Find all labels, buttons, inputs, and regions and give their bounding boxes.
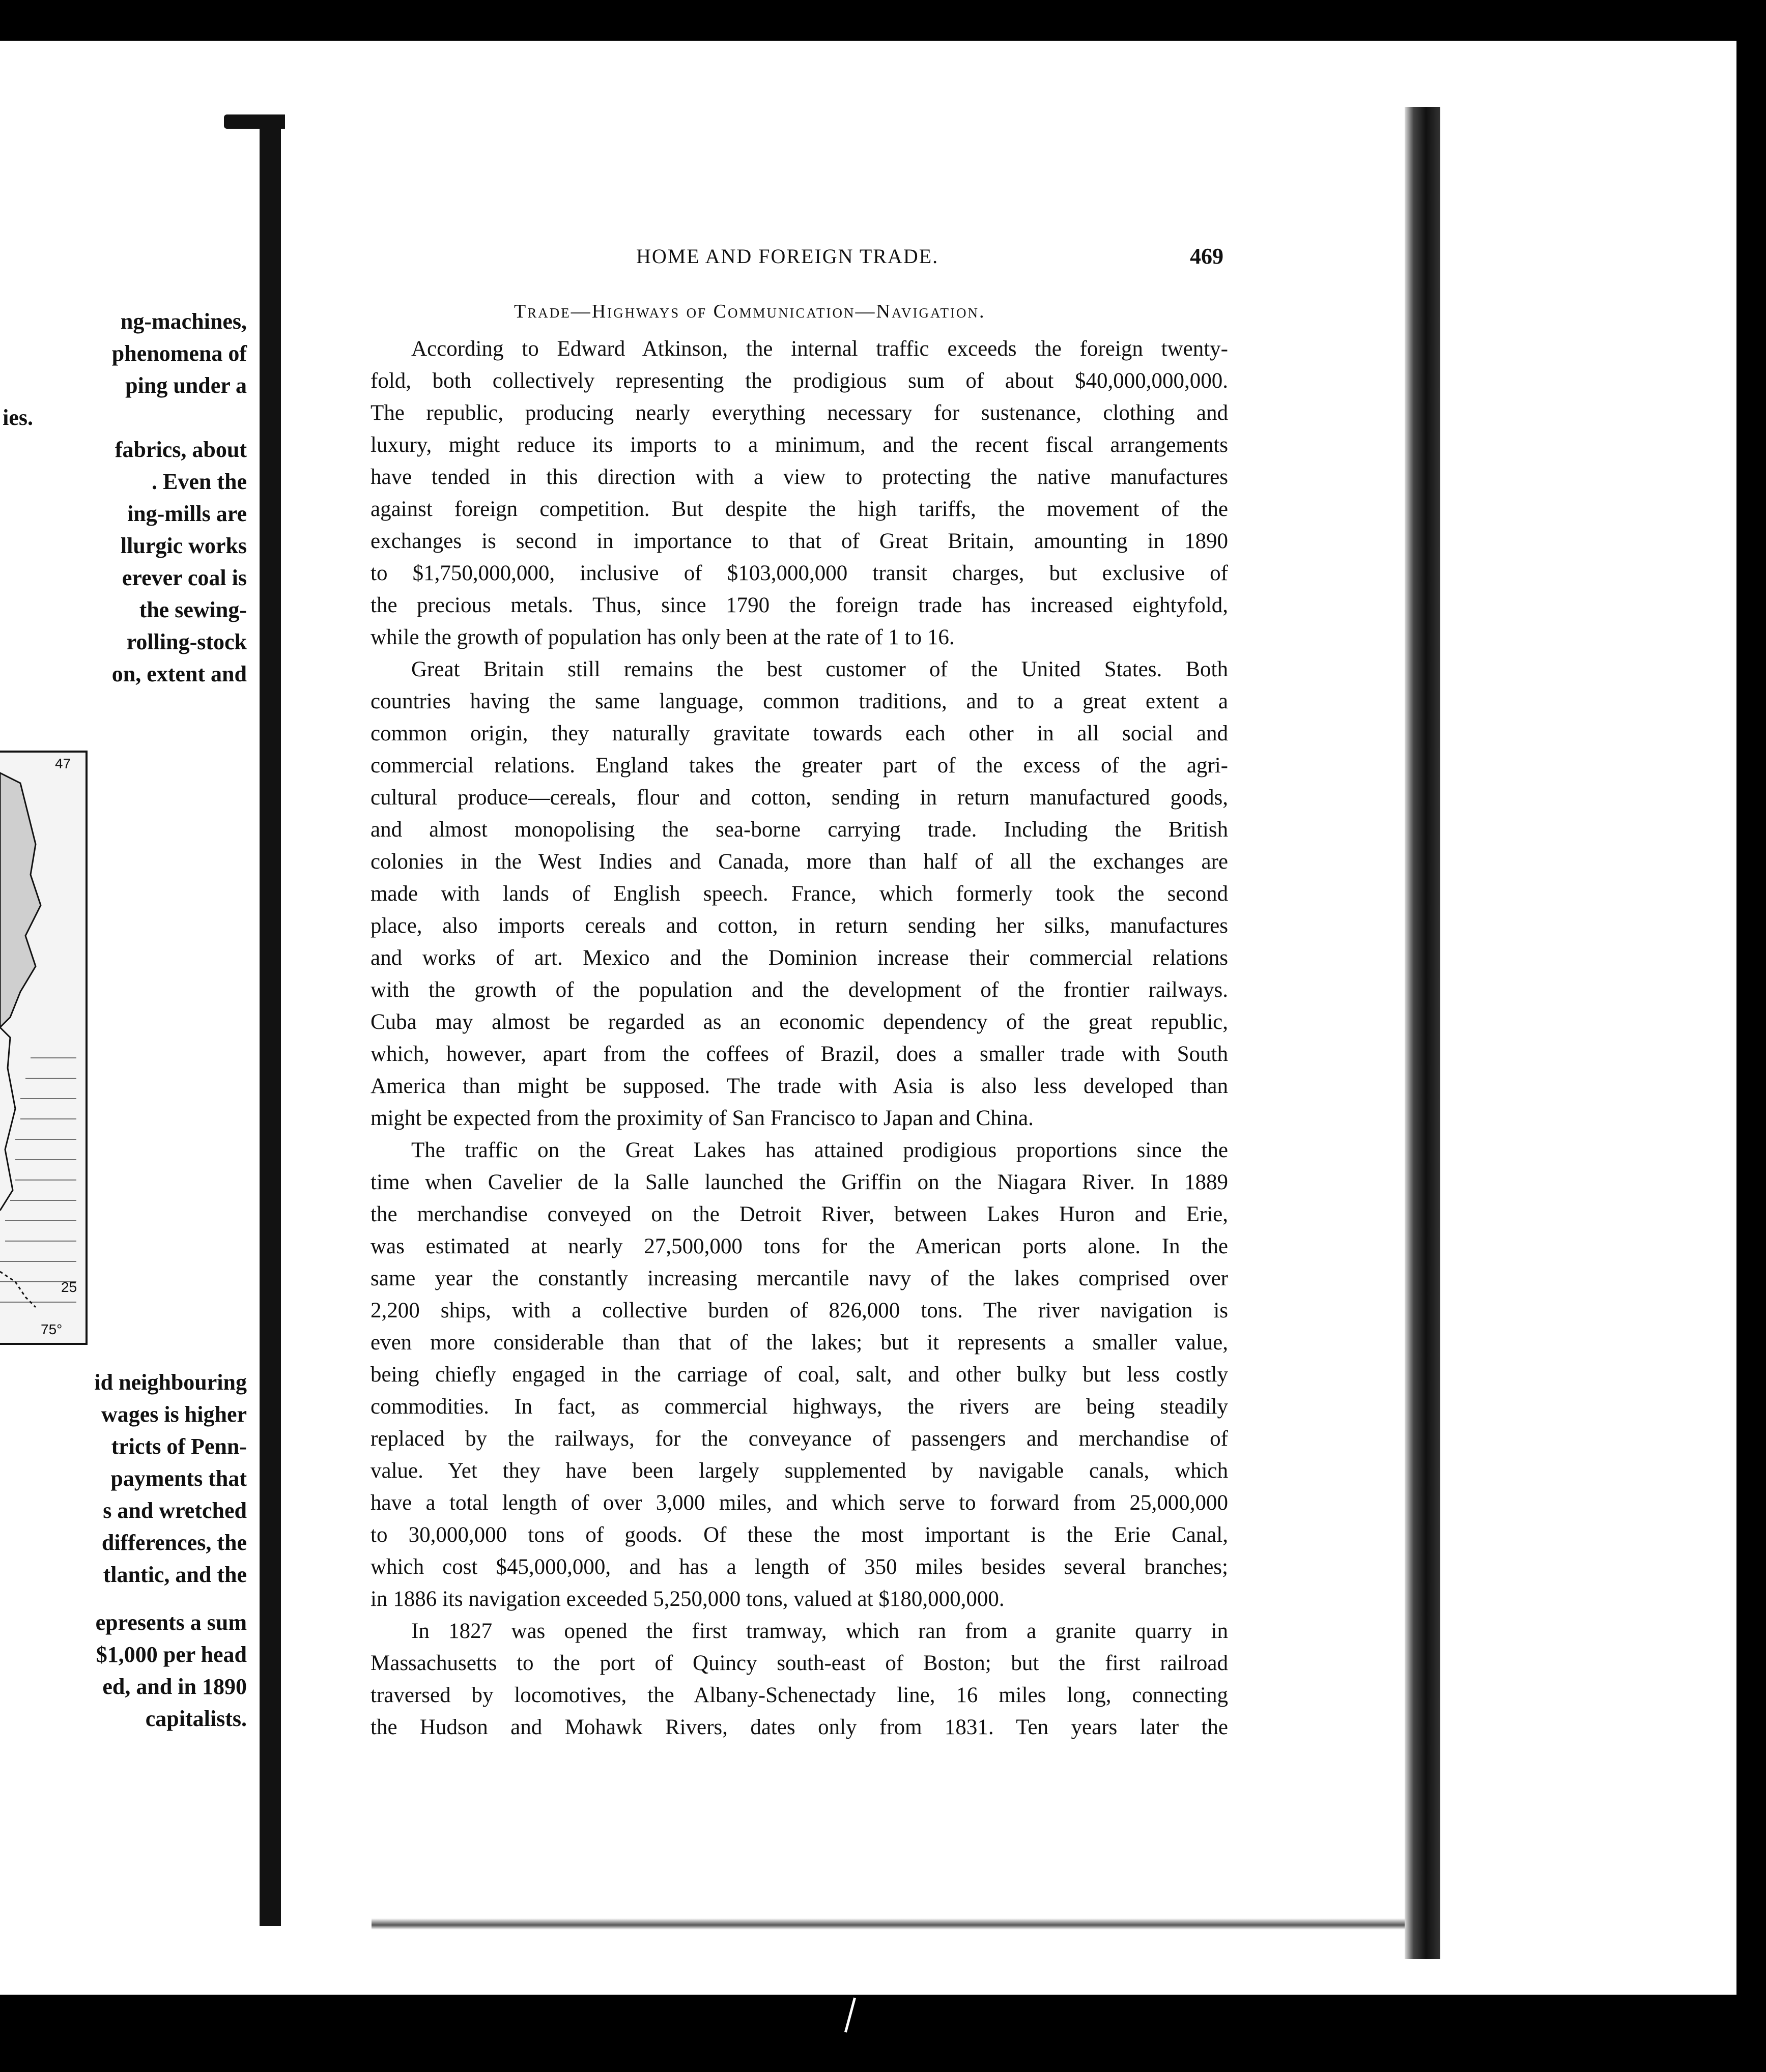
body-line: to 30,000,000 tons of goods. Of these the most important is the Erie Canal, — [371, 1523, 1228, 1547]
body-line: fold, both collectively representing the prodigious sum of about $40,000,000,000. — [371, 369, 1228, 393]
left-page-line: on, extent and — [111, 661, 247, 686]
body-line: According to Edward Atkinson, the internal traffic exceeds the foreign twenty- — [411, 337, 1228, 361]
body-line: same year the constantly increasing mercantile navy of the lakes comprised over — [371, 1267, 1228, 1290]
body-line: replaced by the railways, for the conveyance of passengers and merchandise of — [371, 1427, 1228, 1451]
body-line: which cost $45,000,000, and has a length of 350 miles besides several branches; — [371, 1555, 1228, 1579]
left-page-line: ies. — [3, 405, 33, 430]
body-line: cultural produce—cereals, flour and cotton, sending in return manufactured goods, — [371, 786, 1228, 810]
body-line: In 1827 was opened the first tramway, which ran from a granite quarry in — [411, 1619, 1228, 1643]
body-line: which, however, apart from the coffees of Brazil, does a smaller trade with South — [371, 1042, 1228, 1066]
left-page-line: s and wretched — [103, 1498, 247, 1523]
left-page-line: differences, the — [101, 1530, 247, 1555]
left-page-line: ping under a — [125, 373, 247, 398]
body-line: The traffic on the Great Lakes has attained prodigious proportions since the — [411, 1138, 1228, 1162]
body-line: in 1886 its navigation exceeded 5,250,000 tons, valued at $180,000,000. — [371, 1587, 1005, 1611]
body-line: place, also imports cereals and cotton, in return sending her silks, manufactures — [371, 914, 1228, 938]
body-line: exchanges is second in importance to that of Great Britain, amounting in 1890 — [371, 529, 1228, 553]
body-line: being chiefly engaged in the carriage of coal, salt, and other bulky but less costly — [371, 1363, 1228, 1387]
left-page-line: ing-mills are — [127, 501, 247, 526]
body-line: common origin, they naturally gravitate towards each other in all social and — [371, 722, 1228, 745]
left-page-map — [0, 751, 88, 1345]
body-line: the Hudson and Mohawk Rivers, dates only from 1831. Ten years later the — [371, 1715, 1228, 1739]
body-line: Massachusetts to the port of Quincy south-east of Boston; but the first railroad — [371, 1651, 1228, 1675]
body-line: was estimated at nearly 27,500,000 tons for the American ports alone. In the — [371, 1234, 1228, 1258]
left-page-line: capitalists. — [145, 1706, 247, 1731]
body-line: the precious metals. Thus, since 1790 the foreign trade has increased eightyfold, — [371, 593, 1228, 617]
body-line: commodities. In fact, as commercial highways, the rivers are being steadily — [371, 1395, 1228, 1419]
book-spine — [260, 114, 281, 1926]
page-bottom-edge — [372, 1918, 1405, 1930]
body-line: made with lands of English speech. France, which formerly took the second — [371, 882, 1228, 906]
body-line: Great Britain still remains the best customer of the United States. Both — [411, 657, 1228, 681]
left-page-line: . Even the — [152, 469, 247, 494]
left-page-line: erever coal is — [122, 565, 247, 590]
left-page-line: $1,000 per head — [96, 1642, 247, 1667]
page-edge-shadow — [1405, 107, 1440, 1959]
body-line: colonies in the West Indies and Canada, more than half of all the exchanges are — [371, 850, 1228, 874]
body-line: value. Yet they have been largely supplemented by navigable canals, which — [371, 1459, 1228, 1483]
body-line: The republic, producing nearly everything necessary for sustenance, clothing and — [371, 401, 1228, 425]
map-longitude-label: 75° — [41, 1321, 63, 1337]
body-line: to $1,750,000,000, inclusive of $103,000,000 transit charges, but exclusive of — [371, 561, 1228, 585]
body-line: and almost monopolising the sea-borne carrying trade. Including the British — [371, 818, 1228, 842]
page-number: 469 — [1190, 244, 1223, 269]
body-line: while the growth of population has only been at the rate of 1 to 16. — [371, 625, 955, 649]
coastline-map-icon — [0, 753, 76, 1338]
body-line: traversed by locomotives, the Albany-Schenectady line, 16 miles long, connecting — [371, 1683, 1228, 1707]
body-line: even more considerable than that of the lakes; but it represents a smaller value, — [371, 1331, 1228, 1355]
body-line: time when Cavelier de la Salle launched the Griffin on the Niagara River. In 1889 — [371, 1170, 1228, 1194]
scan-border-right — [1736, 0, 1766, 2072]
scan-border-top — [0, 0, 1766, 41]
left-page-line: ed, and in 1890 — [102, 1674, 247, 1699]
body-line: countries having the same language, common traditions, and to a great extent a — [371, 689, 1228, 713]
left-page-line: the sewing- — [139, 597, 247, 622]
left-page-line: ng-machines, — [120, 309, 247, 334]
left-page-line: phenomena of — [111, 341, 247, 366]
body-line: luxury, might reduce its imports to a minimum, and the recent fiscal arrangements — [371, 433, 1228, 457]
body-line: the merchandise conveyed on the Detroit River, between Lakes Huron and Erie, — [371, 1202, 1228, 1226]
body-line: might be expected from the proximity of San Francisco to Japan and China. — [371, 1106, 1034, 1130]
body-line: have tended in this direction with a view to protecting the native manufactures — [371, 465, 1228, 489]
left-page-line: fabrics, about — [115, 437, 247, 462]
body-line: Cuba may almost be regarded as an economic dependency of the great republic, — [371, 1010, 1228, 1034]
left-page-line: llurgic works — [120, 533, 247, 558]
body-line: with the growth of the population and the development of the frontier railways. — [371, 978, 1228, 1002]
body-line: have a total length of over 3,000 miles, and which serve to forward from 25,000,000 — [371, 1491, 1228, 1515]
body-line: 2,200 ships, with a collective burden of 826,000 tons. The river navigation is — [371, 1299, 1228, 1322]
scan-border-bottom — [0, 1995, 1766, 2072]
scan-margin-right — [1568, 41, 1736, 1995]
left-page-line: tricts of Penn- — [111, 1434, 247, 1459]
running-head: HOME AND FOREIGN TRADE. — [636, 245, 939, 268]
map-latitude-label: 25 — [61, 1279, 77, 1295]
left-page-line: rolling-stock — [126, 629, 247, 654]
body-line: America than might be supposed. The trade with Asia is also less developed than — [371, 1074, 1228, 1098]
left-page-line: wages is higher — [101, 1402, 247, 1427]
left-page-line: tlantic, and the — [103, 1562, 247, 1587]
body-line: and works of art. Mexico and the Dominion increase their commercial relations — [371, 946, 1228, 970]
map-latitude-label: 47 — [55, 756, 71, 771]
body-line: commercial relations. England takes the greater part of the excess of the agri- — [371, 754, 1228, 778]
left-page-line: id neighbouring — [94, 1370, 247, 1395]
left-page-line: epresents a sum — [95, 1610, 247, 1635]
section-heading: Trade—Highways of Communication—Navigation. — [514, 301, 986, 322]
left-page-line: payments that — [110, 1466, 247, 1491]
body-line: against foreign competition. But despite the high tariffs, the movement of the — [371, 497, 1228, 521]
left-page-fragment — [0, 112, 252, 1908]
